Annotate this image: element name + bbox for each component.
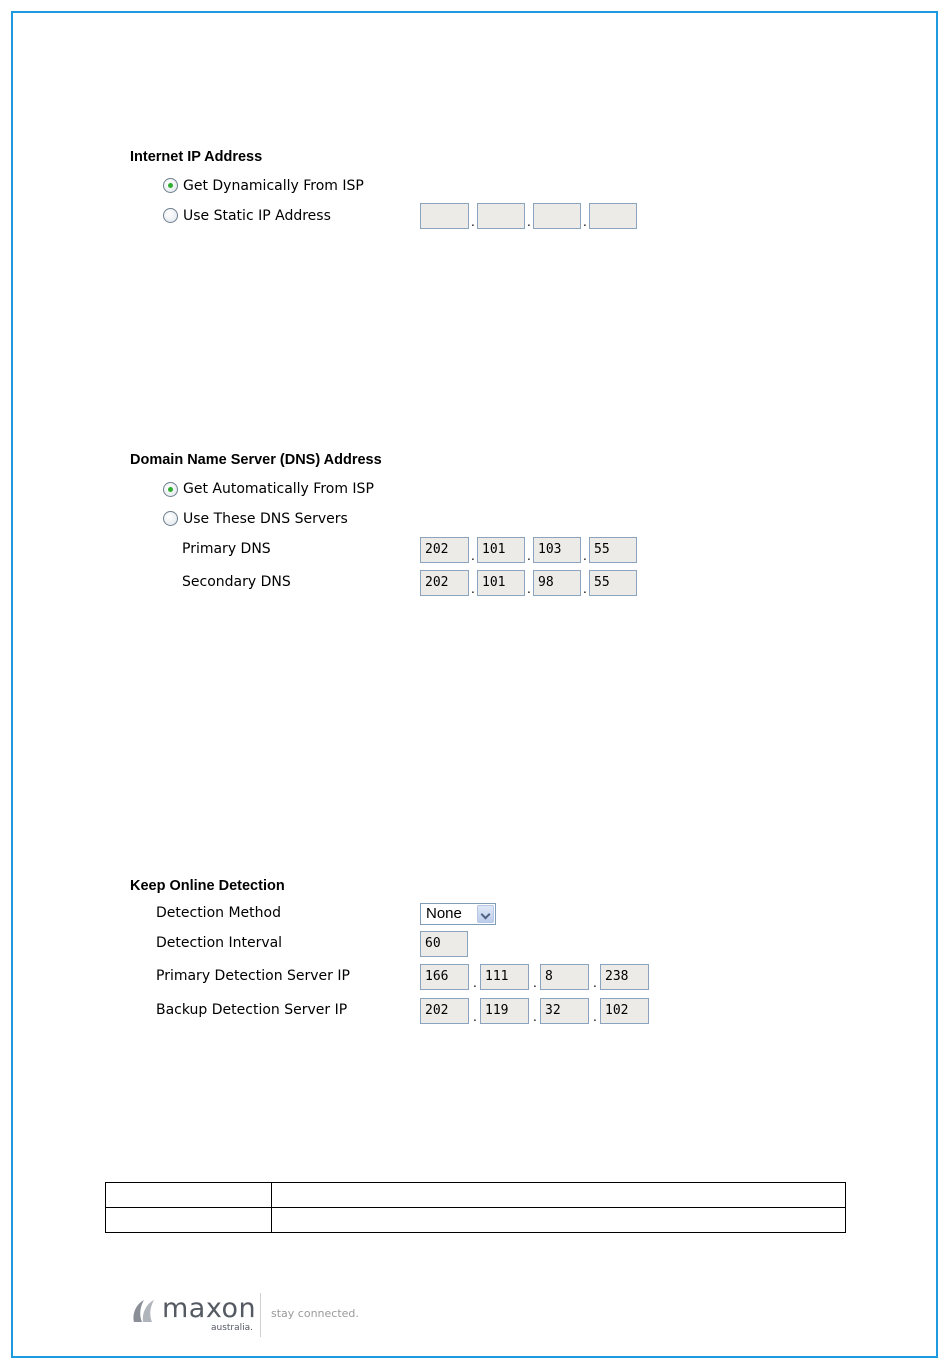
table-cell [272, 1208, 846, 1233]
secondary-dns-octet-3[interactable]: 98 [533, 570, 581, 596]
radio-get-dynamic-label: Get Dynamically From ISP [183, 178, 364, 194]
table-cell [106, 1183, 272, 1208]
primary-detection-server-label: Primary Detection Server IP [156, 968, 350, 984]
logo-name: maxon [162, 1293, 257, 1324]
static-ip-octet-1[interactable] [420, 203, 469, 229]
ip-dot: . [473, 976, 477, 990]
table-row [106, 1183, 846, 1208]
backup-server-octet-1[interactable]: 202 [420, 998, 469, 1024]
radio-dns-auto[interactable] [163, 482, 178, 497]
primary-server-octet-1[interactable]: 166 [420, 964, 469, 990]
radio-dns-manual-label: Use These DNS Servers [183, 511, 348, 527]
primary-dns-octet-2[interactable]: 101 [477, 537, 525, 563]
backup-server-octet-2[interactable]: 119 [480, 998, 529, 1024]
ip-dot: . [471, 215, 475, 229]
keep-online-heading: Keep Online Detection [130, 878, 285, 894]
logo-divider [260, 1293, 261, 1337]
ip-dot: . [527, 549, 531, 563]
static-ip-octet-3[interactable] [533, 203, 581, 229]
secondary-dns-octet-1[interactable]: 202 [420, 570, 469, 596]
ip-dot: . [593, 1010, 597, 1024]
primary-dns-octet-3[interactable]: 103 [533, 537, 581, 563]
detection-interval-label: Detection Interval [156, 935, 283, 951]
secondary-dns-octet-2[interactable]: 101 [477, 570, 525, 596]
table-cell [272, 1183, 846, 1208]
internet-ip-heading: Internet IP Address [130, 149, 263, 165]
radio-dns-auto-label: Get Automatically From ISP [183, 481, 374, 497]
primary-dns-octet-1[interactable]: 202 [420, 537, 469, 563]
page-border [11, 11, 938, 1358]
ip-dot: . [471, 549, 475, 563]
ip-dot: . [471, 582, 475, 596]
ip-dot: . [583, 549, 587, 563]
maxon-logo-icon [130, 1298, 158, 1324]
secondary-dns-label: Secondary DNS [182, 574, 291, 590]
ip-dot: . [473, 1010, 477, 1024]
detection-interval-input[interactable]: 60 [420, 931, 468, 957]
table-cell [106, 1208, 272, 1233]
primary-server-octet-3[interactable]: 8 [540, 964, 589, 990]
backup-server-octet-4[interactable]: 102 [600, 998, 649, 1024]
radio-get-dynamic[interactable] [163, 178, 178, 193]
static-ip-octet-2[interactable] [477, 203, 525, 229]
primary-dns-octet-4[interactable]: 55 [589, 537, 637, 563]
ip-dot: . [583, 215, 587, 229]
detection-method-label: Detection Method [156, 905, 281, 921]
ip-dot: . [583, 582, 587, 596]
radio-static-ip[interactable] [163, 208, 178, 223]
ip-dot: . [533, 976, 537, 990]
ip-dot: . [533, 1010, 537, 1024]
backup-server-octet-3[interactable]: 32 [540, 998, 589, 1024]
ip-dot: . [527, 582, 531, 596]
primary-dns-label: Primary DNS [182, 541, 271, 557]
empty-table [105, 1182, 846, 1233]
primary-server-octet-4[interactable]: 238 [600, 964, 649, 990]
table-row [106, 1208, 846, 1233]
radio-dns-manual[interactable] [163, 511, 178, 526]
ip-dot: . [527, 215, 531, 229]
radio-static-ip-label: Use Static IP Address [183, 208, 331, 224]
secondary-dns-octet-4[interactable]: 55 [589, 570, 637, 596]
detection-method-value: None [426, 905, 462, 922]
logo-sub: australia. [211, 1323, 254, 1333]
tagline: stay connected. [271, 1307, 359, 1320]
dns-heading: Domain Name Server (DNS) Address [130, 452, 382, 468]
backup-detection-server-label: Backup Detection Server IP [156, 1002, 348, 1018]
detection-method-select[interactable] [420, 903, 496, 925]
primary-server-octet-2[interactable]: 111 [480, 964, 529, 990]
ip-dot: . [593, 976, 597, 990]
chevron-down-icon[interactable] [477, 905, 494, 923]
static-ip-octet-4[interactable] [589, 203, 637, 229]
